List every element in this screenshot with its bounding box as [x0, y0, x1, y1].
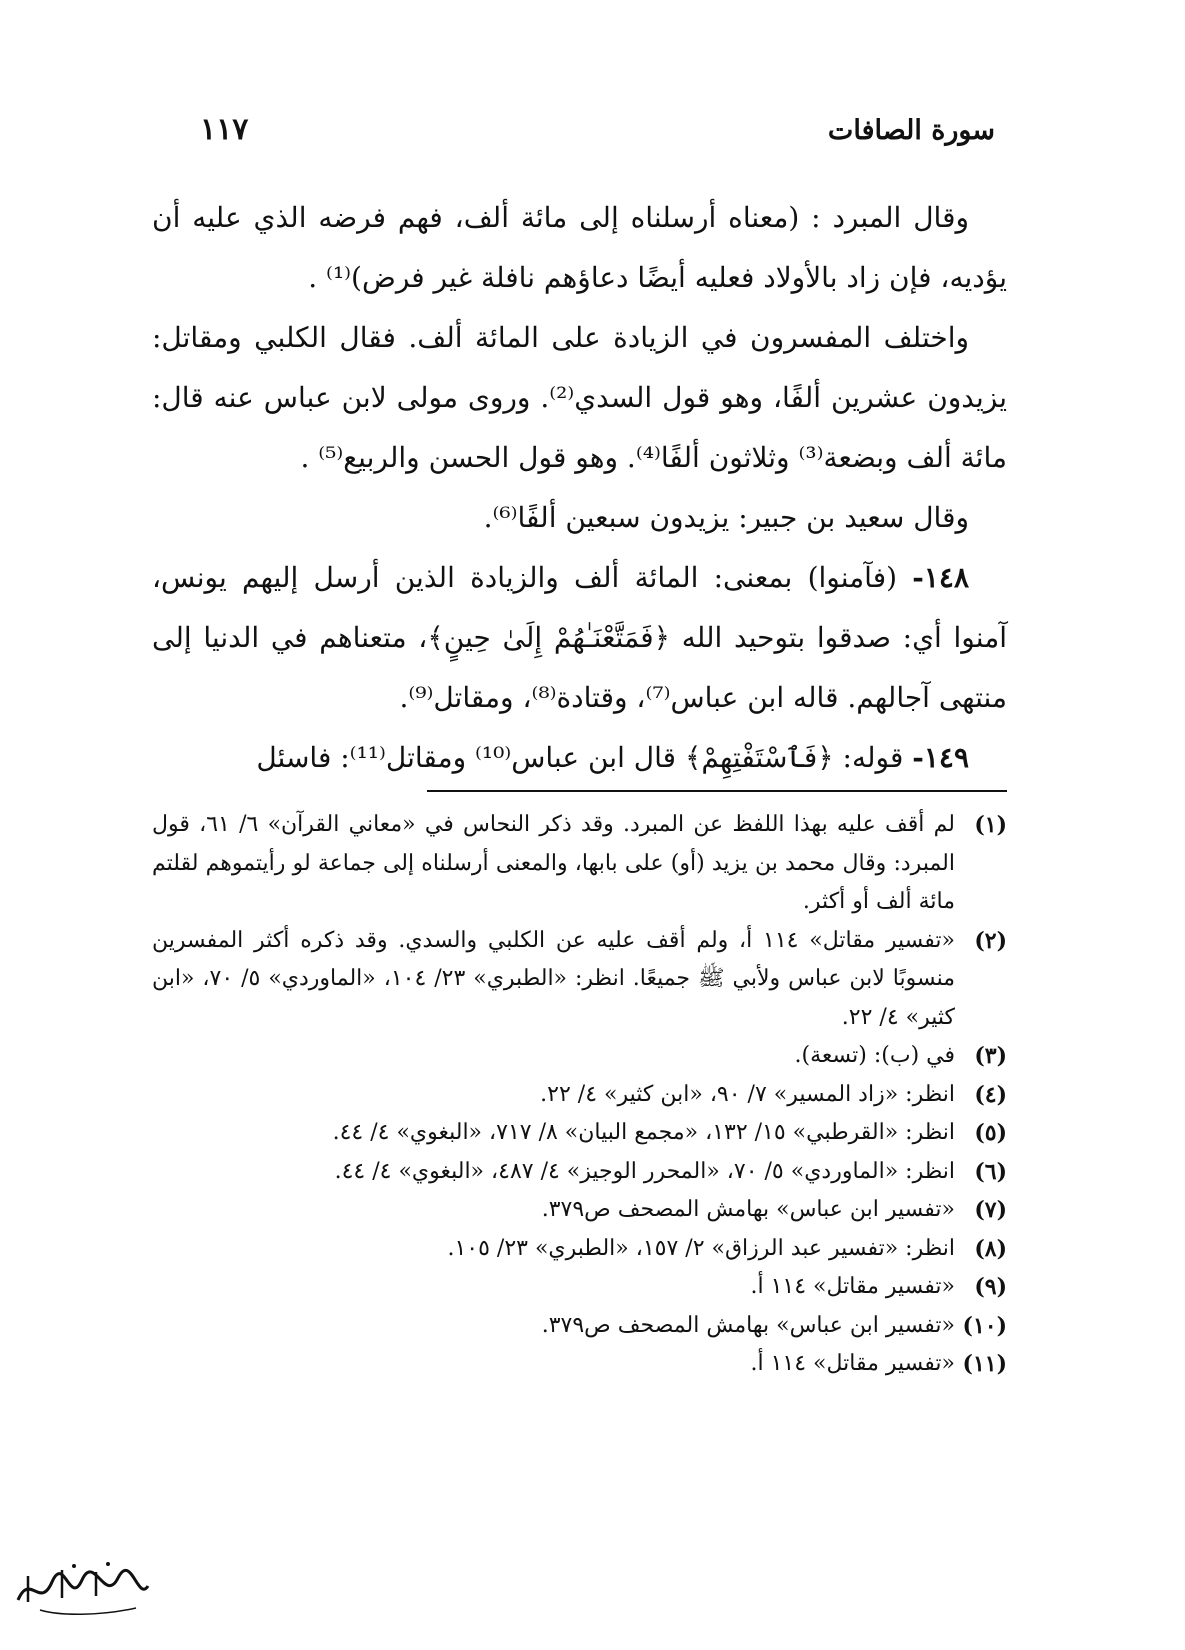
footnote-item: [152, 1268, 1007, 1307]
footnote-text: انظر: «تفسير عبد الرزاق» ٢/ ١٥٧، «الطبري» ٢٣/ ١٠٥.: [447, 1235, 955, 1261]
paragraph-said-ibn-jubayr: وقال سعيد بن جبير: يزيدون سبعين ألفًا⁽⁶⁾.: [483, 501, 969, 534]
calligraphy-stamp-logo: [10, 1552, 155, 1622]
paragraph-verse-149: [152, 728, 1007, 788]
footnote-text: انظر: «الماوردي» ٥/ ٧٠، «المحرر الوجيز» ٤/ ٤٨٧، «البغوي» ٤/ ٤٤.: [334, 1158, 955, 1184]
footnote-divider: [427, 790, 1007, 792]
footnote-item: [152, 1114, 1007, 1153]
footnote-number: (٨): [974, 1235, 1007, 1262]
verse-148-text-a: (فآمنوا) بمعنى: المائة ألف والزيادة الذين أرسل إليهم يونس، آمنوا أي: صدقوا بتوحيد الله: [152, 561, 1007, 654]
page-number: ١١٧: [200, 112, 249, 147]
footnote-item: [152, 1230, 1007, 1269]
footnote-item: [152, 1307, 1007, 1346]
paragraph-mubarrad: وقال المبرد : (معناه أرسلناه إلى مائة ألف، فهم فرضه الذي عليه أن يؤديه، فإن زاد بالأولاد فعليه أيضًا دعاؤهم نافلة غير فرض)⁽¹⁾ .: [152, 201, 1007, 294]
footnote-item: [152, 922, 1007, 1038]
footnote-number: (٩): [974, 1274, 1007, 1300]
footnote-number: (٤): [974, 1081, 1007, 1108]
surah-title: سورة الصافات: [827, 115, 995, 146]
quran-quote-148: ﴿فَمَتَّعْنَـٰهُمْ إِلَىٰ حِينٍ﴾: [427, 621, 671, 654]
verse-148-text-b: ، متعناهم في الدنيا إلى منتهى آجالهم. قاله ابن عباس⁽⁷⁾، وقتادة⁽⁸⁾، ومقاتل⁽⁹⁾.: [152, 621, 1007, 714]
verse-149-text-a: قوله:: [833, 741, 913, 774]
footnote-number: (١٠): [962, 1312, 1007, 1339]
footnote-text: «تفسير مقاتل» ١١٤ أ.: [750, 1351, 955, 1376]
footnote-number: (١): [974, 812, 1007, 838]
footnote-text: انظر: «القرطبي» ١٥/ ١٣٢، «مجمع البيان» ٨/ ٧١٧، «البغوي» ٤/ ٤٤.: [332, 1120, 955, 1145]
footnote-text: انظر: «زاد المسير» ٧/ ٩٠، «ابن كثير» ٤/ ٢٢.: [540, 1081, 955, 1107]
footnote-item: [152, 1345, 1007, 1384]
footnote-item: [152, 1153, 1007, 1192]
calligraphy-stamp-icon: [10, 1552, 155, 1622]
footnote-text: في (ب): (تسعة).: [794, 1043, 955, 1068]
footnote-number: (٥): [974, 1120, 1007, 1146]
verse-number-148: ١٤٨-: [912, 561, 969, 594]
verse-149-text-b: قال ابن عباس⁽¹⁰⁾ ومقاتل⁽¹¹⁾: فاسئل: [256, 741, 685, 774]
footnote-number: (٣): [974, 1043, 1007, 1069]
footnote-number: (٦): [974, 1158, 1007, 1185]
footnote-number: (١١): [962, 1351, 1007, 1377]
footnote-text: «تفسير ابن عباس» بهامش المصحف ص٣٧٩.: [541, 1312, 955, 1338]
footnote-text: «تفسير مقاتل» ١١٤ أ، ولم أقف عليه عن الكلبي والسدي. وقد ذكره أكثر المفسرين منسوبًا لابن عباس ولأبي ﷺ جميعًا. انظر: «الطبري» ٢٣/ ١٠٤، «الماوردي» ٥/ ٧٠، «ابن كثير» ٤/ ٢٢.: [152, 927, 956, 1030]
footnote-item: [152, 1191, 1007, 1230]
footnote-number: (٧): [974, 1197, 1007, 1223]
footnote-text: «تفسير ابن عباس» بهامش المصحف ص٣٧٩.: [541, 1197, 955, 1222]
main-text: [152, 188, 1007, 788]
footnotes: [152, 806, 1007, 1384]
footnote-number: (٢): [974, 927, 1007, 954]
quran-quote-149: ﴿فَٱسْتَفْتِهِمْ﴾: [684, 741, 834, 774]
page-header: [200, 112, 995, 147]
paragraph-verse-148: [152, 548, 1007, 728]
verse-number-149: ١٤٩-: [912, 741, 969, 774]
footnote-text: لم أقف عليه بهذا اللفظ عن المبرد. وقد ذكر النحاس في «معاني القرآن» ٦/ ٦١، قول المبرد: وقال محمد بن يزيد (أو) على بابها، والمعنى أرسلناه إلى جماعة لو رأيتموهم لقلتم مائة ألف أو أكثر.: [152, 812, 955, 914]
footnote-text: «تفسير مقاتل» ١١٤ أ.: [750, 1274, 955, 1299]
paragraph-ikhtilaf: واختلف المفسرون في الزيادة على المائة ألف. فقال الكلبي ومقاتل: يزيدون عشرين ألفًا، وهو قول السدي⁽²⁾. وروى مولى لابن عباس عنه قال: مائة ألف وبضعة⁽³⁾ وثلاثون ألفًا⁽⁴⁾. وهو قول الحسن والربيع⁽⁵⁾ .: [152, 321, 1008, 474]
footnote-item: [152, 806, 1007, 922]
footnote-item: [152, 1076, 1007, 1115]
footnote-item: [152, 1037, 1007, 1076]
